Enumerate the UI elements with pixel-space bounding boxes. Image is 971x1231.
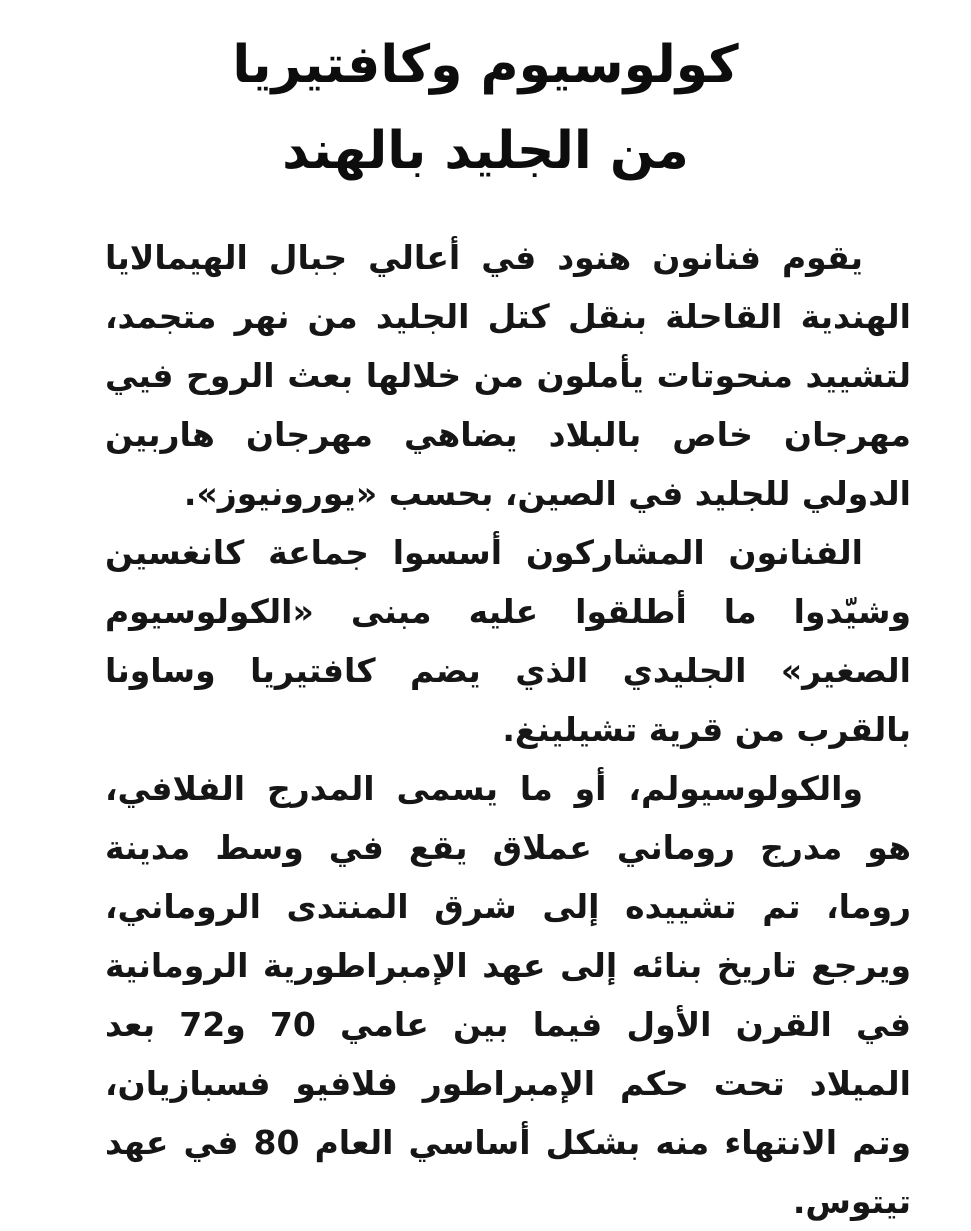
article-body bbox=[105, 228, 911, 1231]
paragraph-colosseum: والكولوسيولم، أو ما يسمى المدرج الفلافي، هو مدرج روماني عملاق يقع في وسط مدينة روما، تم تشييده إلى شرق المنتدى الروماني، ويرجع تاريخ بنائه إلى عهد الإمبراطورية الرومانية في القرن الأول فيما بين عامي 70 و72 بعد الميلاد تحت حكم الإمبراطور فلافيو فسبازيان، وتم الانتهاء منه بشكل أساسي العام 80 في عهد تيتوس. bbox=[105, 769, 911, 1221]
headline-line-1: كولوسيوم وكافتيريا bbox=[232, 35, 739, 95]
paragraph-intro: يقوم فنانون هنود في أعالي جبال الهيمالايا الهندية القاحلة بنقل كتل الجليد من نهر متجمد، لتشييد منحوتات يأملون من خلالها بعث الروح فيي مهرجان خاص بالبلاد يضاهي مهرجان هاربين الدولي للجليد في الصين، بحسب «يورونيوز». bbox=[105, 238, 911, 513]
headline-line-2: من الجليد بالهند bbox=[282, 121, 689, 181]
article-headline bbox=[0, 22, 971, 194]
paragraph-artists: الفنانون المشاركون أسسوا جماعة كانغسين وشيّدوا ما أطلقوا عليه مبنى «الكولوسيوم الصغير» الجليدي الذي يضم كافتيريا وساونا بالقرب من قرية تشيلينغ. bbox=[105, 533, 911, 749]
